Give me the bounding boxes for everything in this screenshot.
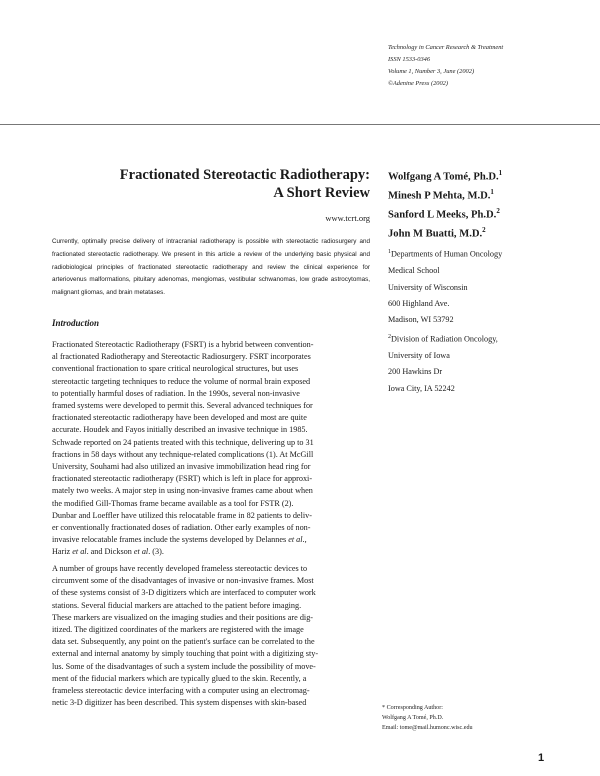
text-line: er conventionally fractionated doses of radiation. Other early examples of non- xyxy=(52,523,311,533)
paper-title xyxy=(120,166,370,202)
affiliations xyxy=(388,244,502,397)
author-1 xyxy=(388,166,502,185)
text-run: invasive relocatable frames include the systems developed by Delannes xyxy=(52,535,289,545)
corresponding-name: Wolfgang A Tomé, Ph.D. xyxy=(382,715,444,722)
text-line: University, Souhami had also utilized an invasive immobilization head ring for xyxy=(52,462,311,472)
author-affiliation-mark: 1 xyxy=(498,169,503,177)
affiliation-1-line-2: Medical School xyxy=(388,266,440,276)
affiliation-text: Division of Radiation Oncology, xyxy=(391,334,498,344)
journal-volume: Volume 1, Number 3, June (2002) xyxy=(388,68,475,75)
header-divider xyxy=(0,124,600,125)
text-line: stereotactic targeting techniques to reduce the volume of normal brain exposed xyxy=(52,376,311,386)
text-run-italic: et al xyxy=(133,547,149,557)
affiliation-2-line-4: Iowa City, IA 52242 xyxy=(388,383,455,393)
affiliation-1-line-3: University of Wisconsin xyxy=(388,282,468,292)
author-4 xyxy=(388,223,502,242)
text-run: ., xyxy=(302,535,307,545)
affiliation-1-line-5: Madison, WI 53792 xyxy=(388,315,454,325)
text-line xyxy=(52,546,370,558)
text-line: external and internal anatomy by simply touching that point with a digitizing sty- xyxy=(52,649,319,659)
text-line: circumvent some of the disadvantages of invasive or non-invasive frames. Most xyxy=(52,576,314,586)
introduction-paragraph-1 xyxy=(52,339,370,559)
text-line: fractionated stereotactic radiotherapy (FSRT) which is left in place for approxi- xyxy=(52,474,313,484)
journal-url[interactable]: www.tcrt.org xyxy=(325,213,370,223)
page-number: 1 xyxy=(538,752,545,764)
author-name: Minesh P Mehta, M.D. xyxy=(388,190,491,202)
text-line: conventional fractionation to spare critical neurological structures, but uses xyxy=(52,364,299,374)
text-run: Hariz xyxy=(52,547,73,557)
text-line: itized. The digitized coordinates of the markers are registered with the image xyxy=(52,625,304,635)
text-line: data set. Subsequently, any point on the patient's surface can be correlated to the xyxy=(52,637,315,647)
affiliation-1-line-4: 600 Highland Ave. xyxy=(388,298,450,308)
text-line: mately two weeks. A major step in using non-invasive frames came about when xyxy=(52,486,313,496)
corresponding-email[interactable]: Email: tome@mail.humonc.wisc.edu xyxy=(382,725,473,732)
affiliation-2-line-1 xyxy=(388,329,502,348)
author-affiliation-mark: 2 xyxy=(496,207,500,216)
author-name: John M Buatti, M.D. xyxy=(388,228,483,240)
text-line: fractions in 58 days without any technique-related complications (1). At McGill xyxy=(52,449,314,459)
text-line: A number of groups have recently developed frameless stereotactic devices to xyxy=(52,564,308,573)
author-affiliation-mark: 1 xyxy=(490,188,494,197)
abstract: Currently, optimally precise delivery of intracranial radiotherapy is possible with stereotactic radiosurgery and fractionated stereotactic radiotherapy. We present in this article a review of the underlying basic physical and radiobiological principles of fractionated stereotactic radiotherapy and review the clinical experience for arteriovenus malformations, pituitary adenomas, mengiomas, vestibular schwanomas, low grade astrocytomas, malignant gliomas, and brain metatases. xyxy=(52,238,370,297)
text-run: . (3). xyxy=(148,547,164,557)
author-list xyxy=(388,166,502,243)
text-line: al fractionated Radiotherapy and Stereotactic Radiosurgery. FSRT incorporates xyxy=(52,352,311,362)
text-run: . and Dickson xyxy=(86,547,134,557)
text-line xyxy=(52,534,370,546)
title-line-1: Fractionated Stereotactic Radiotherapy: xyxy=(119,167,370,183)
author-name: Sanford L Meeks, Ph.D. xyxy=(388,209,497,221)
affiliation-2-line-2: University of Iowa xyxy=(388,350,450,360)
journal-issn: ISSN 1533-0346 xyxy=(388,56,431,63)
text-line: of these systems consist of 3-D digitizers which are interfaced to computer work xyxy=(52,588,316,598)
affiliation-text: Departments of Human Oncology xyxy=(391,249,503,259)
journal-info xyxy=(388,42,503,90)
affiliation-mark: 1 xyxy=(388,249,391,255)
text-line: framed systems were developed to permit this. Several advanced techniques for xyxy=(52,401,313,411)
journal-name: Technology in Cancer Research & Treatment xyxy=(388,44,504,51)
text-line: frameless stereotactic device interfacing with a computer using an electromag- xyxy=(52,686,310,696)
text-line: the modified Gill-Thomas frame became available as a tool for FSTR (2). xyxy=(52,498,294,508)
title-line-2: A Short Review xyxy=(273,185,370,201)
text-line: ment of the fiducial markers which are typically glued to the skin. Recently, a xyxy=(52,673,307,683)
author-name: Wolfgang A Tomé, Ph.D. xyxy=(388,171,499,183)
text-run-italic: et al xyxy=(72,547,87,557)
corresponding-author-note xyxy=(382,703,473,734)
text-line: to potentially harmful doses of radiation. In the 1990s, several non-invasive xyxy=(52,388,300,398)
author-3 xyxy=(388,204,502,223)
section-heading-introduction: Introduction xyxy=(52,318,100,328)
journal-copyright: ©Adenine Press (2002) xyxy=(388,80,448,87)
text-line: lus. Some of the disadvantages of such a system include the possibility of move- xyxy=(52,661,316,671)
text-line: accurate. Houdek and Fayos initially described an invasive technique in 1985. xyxy=(52,425,308,435)
text-line: netic 3-D digitizer has been described. This system dispenses with skin-based xyxy=(52,698,307,708)
author-affiliation-mark: 2 xyxy=(482,226,486,235)
text-line: Schwade reported on 24 patients treated with this technique, delivering up to 31 xyxy=(52,437,314,447)
author-2 xyxy=(388,185,502,204)
text-line: Fractionated Stereotactic Radiotherapy (FSRT) is a hybrid between convention- xyxy=(52,340,314,349)
text-line: Dunbar and Loeffler have utilized this relocatable frame in 82 patients to deliv- xyxy=(52,510,312,520)
text-line: stations. Several fiducial markers are attached to the patient before imaging. xyxy=(52,600,302,610)
introduction-paragraph-2 xyxy=(52,563,370,709)
affiliation-1-line-1 xyxy=(388,244,502,263)
text-run-italic: et al xyxy=(288,535,303,545)
affiliation-mark: 2 xyxy=(388,333,391,340)
text-line: These markers are visualized on the imaging studies and their positions are dig- xyxy=(52,612,314,622)
corresponding-label: * Corresponding Author: xyxy=(382,705,443,711)
affiliation-2-line-3: 200 Hawkins Dr xyxy=(388,367,443,377)
text-line: fractionated stereotactic radiotherapy have been developed and most are quite xyxy=(52,413,307,423)
